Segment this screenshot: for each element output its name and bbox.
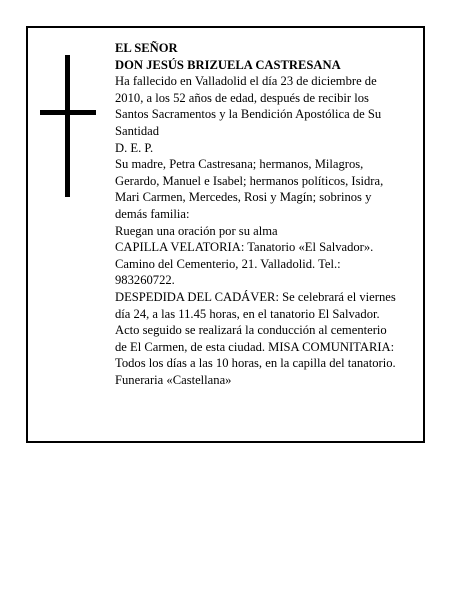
notice-line: de El Carmen, de esta ciudad. MISA COMUNITARIA: xyxy=(115,339,395,354)
notice-line: 2010, a los 52 años de edad, después de recibir los xyxy=(115,90,369,105)
cross-horizontal-bar xyxy=(40,110,96,115)
obituary-notice xyxy=(26,26,425,443)
notice-line: Mari Carmen, Mercedes, Rosi y Magín; sobrinos y xyxy=(115,190,372,205)
notice-line: DESPEDIDA DEL CADÁVER: Se celebrará el viernes xyxy=(115,289,396,304)
notice-line: Su madre, Petra Castresana; hermanos, Milagros, xyxy=(115,157,364,172)
cross-vertical-bar xyxy=(65,55,70,197)
cross-icon xyxy=(40,55,96,197)
notice-line: Acto seguido se realizará la conducción al cementerio xyxy=(115,323,387,338)
notice-title: EL SEÑOR xyxy=(115,41,178,55)
notice-line: demás familia: xyxy=(115,206,190,221)
notice-line: día 24, a las 11.45 horas, en el tanatorio El Salvador. xyxy=(115,306,380,321)
notice-line: Todos los días a las 10 horas, en la capilla del tanatorio. xyxy=(115,356,396,371)
notice-line: Gerardo, Manuel e Isabel; hermanos políticos, Isidra, xyxy=(115,173,384,188)
notice-line: 983260722. xyxy=(115,273,175,288)
deceased-name: DON JESÚS BRIZUELA CASTRESANA xyxy=(115,57,341,72)
notice-line: Santidad xyxy=(115,123,160,138)
funeral-home: Funeraria «Castellana» xyxy=(115,372,232,387)
notice-line: Ruegan una oración por su alma xyxy=(115,223,278,238)
notice-text xyxy=(115,40,423,388)
notice-line: Ha fallecido en Valladolid el día 23 de diciembre de xyxy=(115,74,377,89)
notice-line: Santos Sacramentos y la Bendición Apostólica de Su xyxy=(115,107,382,122)
notice-line: Camino del Cementerio, 21. Valladolid. Tel.: xyxy=(115,256,341,271)
notice-line: CAPILLA VELATORIA: Tanatorio «El Salvador». xyxy=(115,240,374,255)
notice-rip: D. E. P. xyxy=(115,140,154,155)
